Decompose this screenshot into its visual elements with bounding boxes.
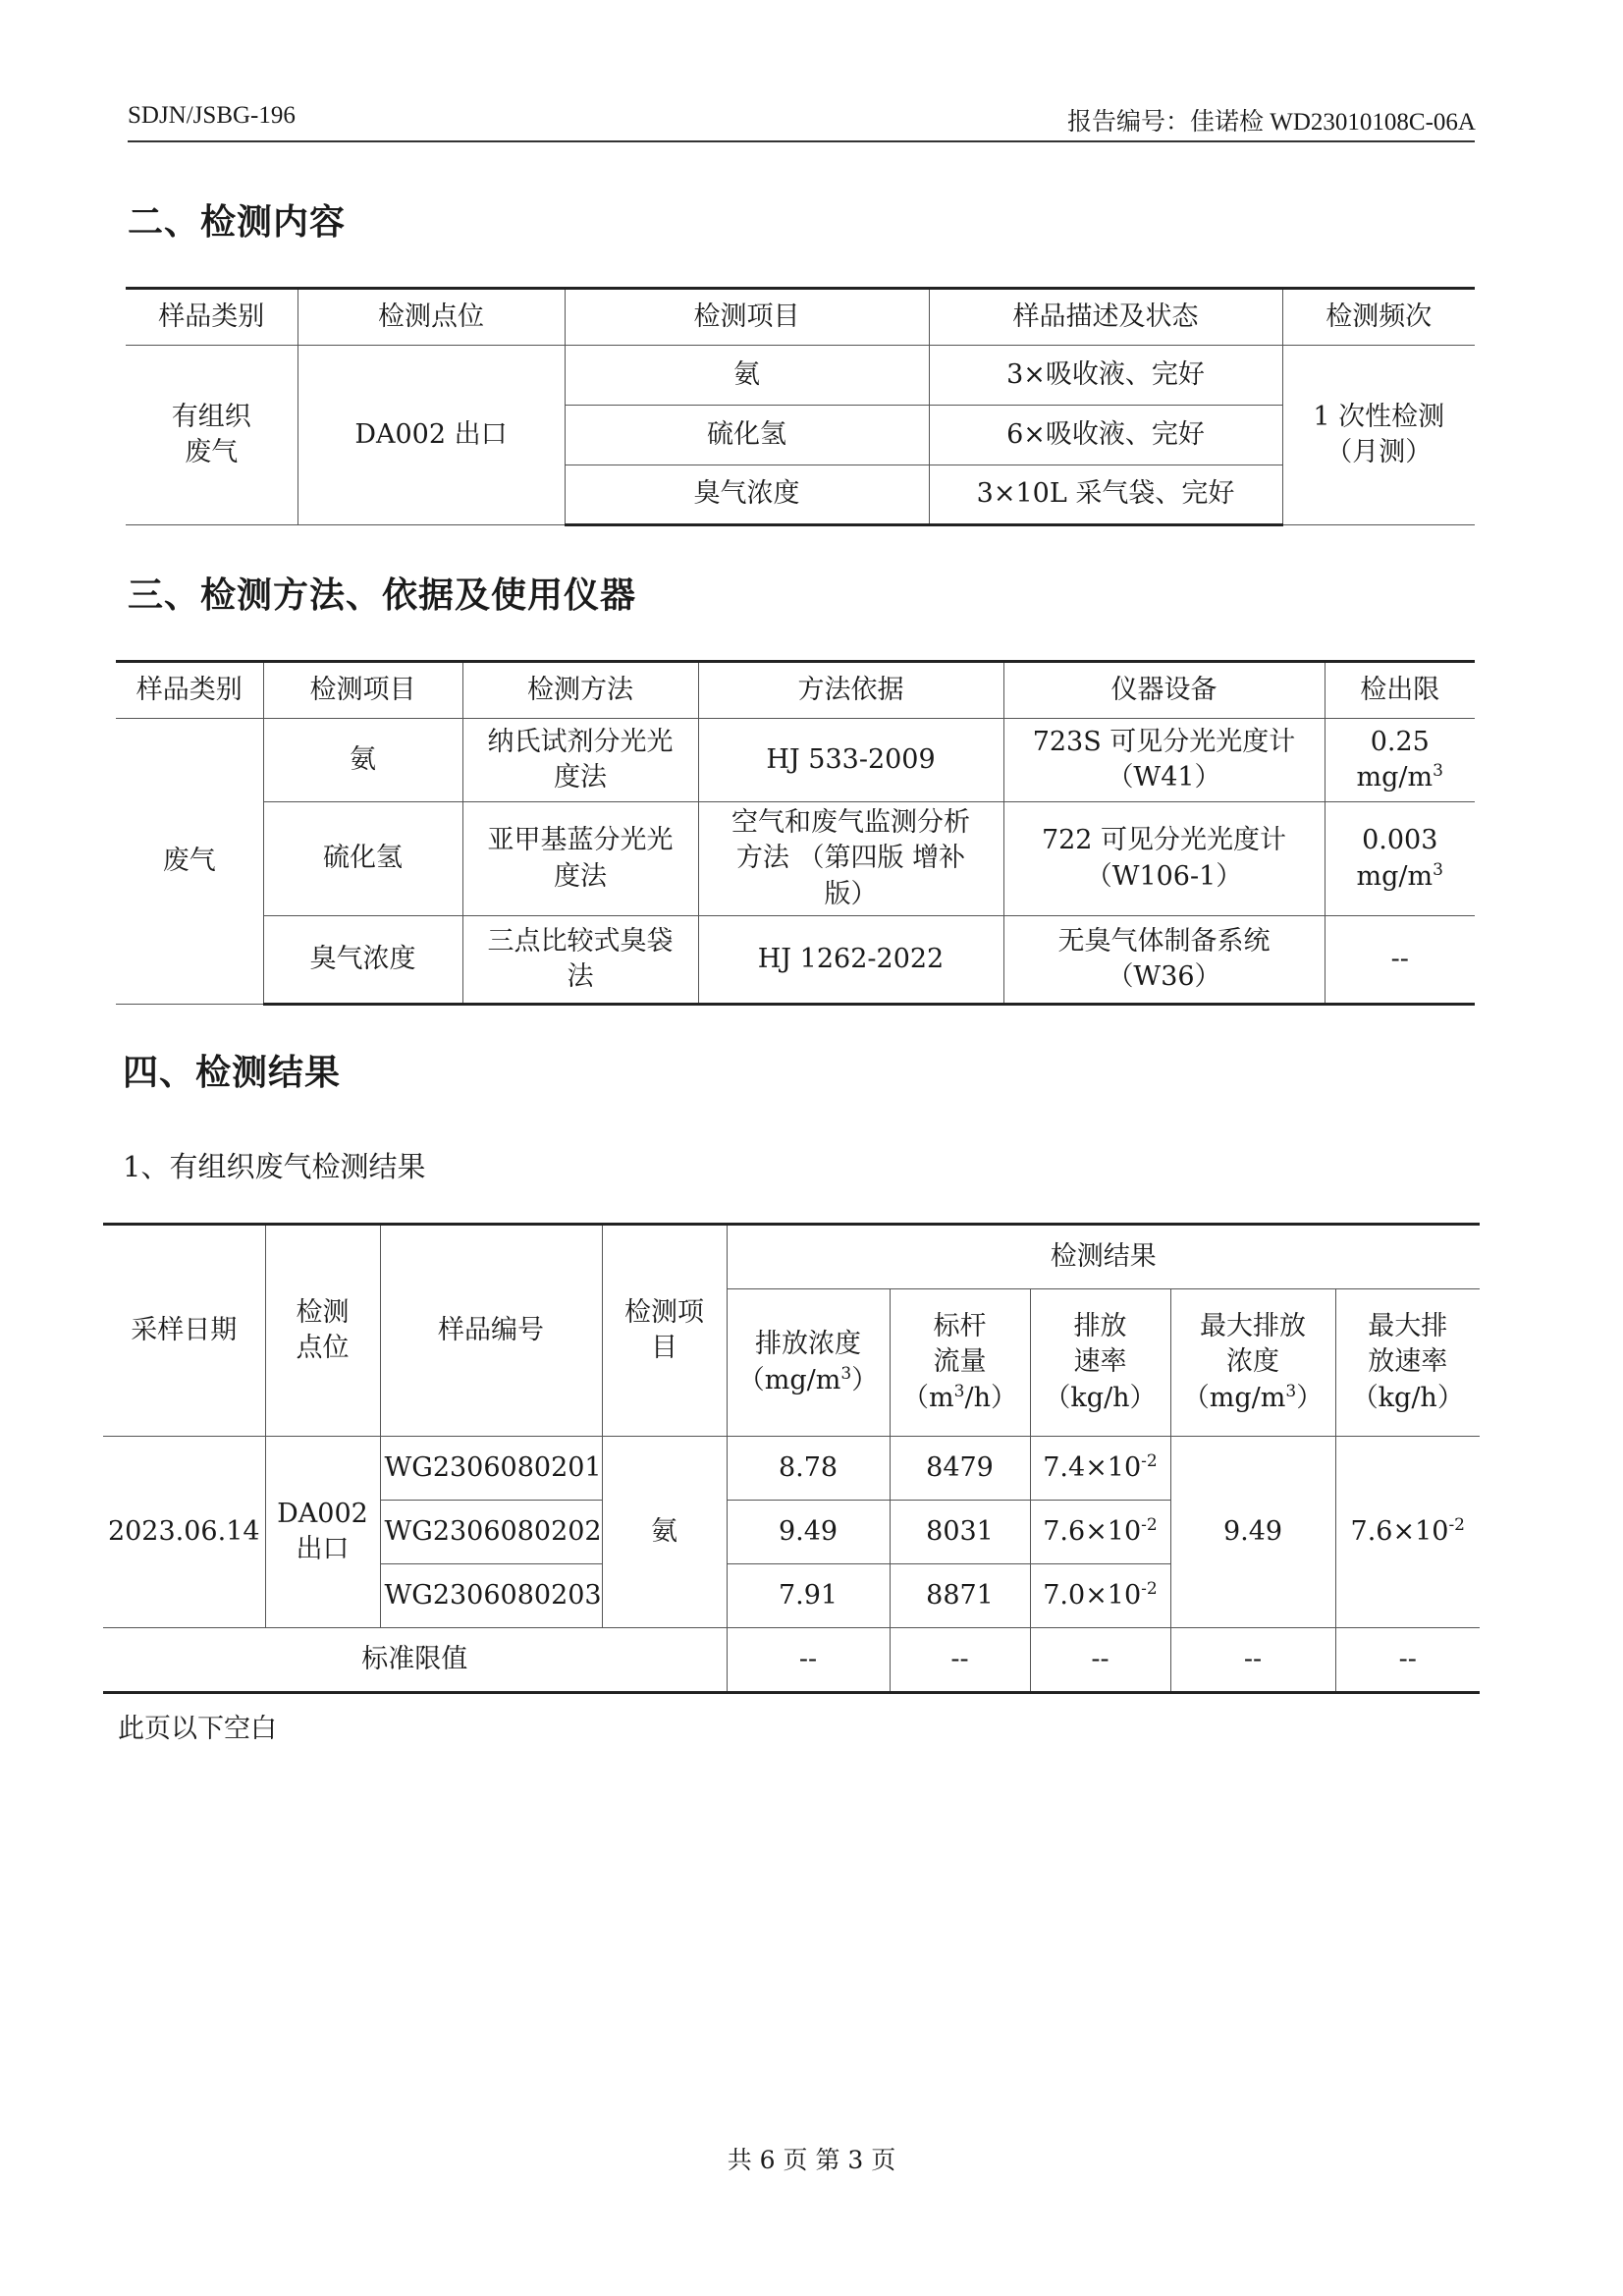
th-category: 样品类别 [116,662,263,719]
th-max-conc: 最大排放 浓度 $(mg/m^3)$ [1170,1289,1335,1437]
category-cell: 有组织 废气 [126,346,298,525]
table-row [116,719,1475,802]
item-cell: 硫化氢 [565,406,929,465]
results-table [103,1223,1480,1694]
th-results: 检测结果 [727,1225,1480,1289]
conc-cell: 8.78 [727,1437,890,1501]
th-item: 检测项 目 [602,1225,727,1437]
th-freq: 检测频次 [1282,289,1475,346]
detection-content-table [126,287,1475,526]
item-cell: 氨 [565,346,929,406]
method-cell: 纳氏试剂分光光 度法 [462,719,698,802]
limit-cell: 0.003 $mg/m^3$ [1325,802,1475,916]
th-item: 检测项目 [263,662,462,719]
th-rate: 排放 速率 （kg/h） [1030,1289,1170,1437]
standard-limit-row [103,1628,1480,1693]
std-label-cell: 标准限值 [103,1628,727,1693]
basis-cell: HJ 533-2009 [698,719,1003,802]
basis-cell: HJ 1262-2022 [698,916,1003,1005]
item-cell: 硫化氢 [263,802,462,916]
std-cell: -- [890,1628,1030,1693]
th-date: 采样日期 [103,1225,265,1437]
desc-cell: 3×吸收液、完好 [929,346,1282,406]
method-cell: 三点比较式臭袋 法 [462,916,698,1005]
category-cell: 废气 [116,719,263,1005]
page-number: 共 6 页 第 3 页 [727,2146,896,2174]
method-cell: 亚甲基蓝分光光 度法 [462,802,698,916]
doc-code: SDJN/JSBG-196 [128,102,296,129]
sample-cell: WG2306080201 [380,1437,602,1501]
max-rate-cell: $7.6\times 10^{-2}$ [1335,1437,1480,1628]
flow-cell: 8031 [890,1501,1030,1564]
max-conc-cell: 9.49 [1170,1437,1335,1628]
rate-cell: $7.0\times 10^{-2}$ [1030,1564,1170,1628]
th-category: 样品类别 [126,289,298,346]
point-cell: DA002 出口 [265,1437,380,1628]
instrument-cell: 722 可见分光光度计 （W106-1） [1003,802,1325,916]
freq-cell: 1 次性检测 （月测） [1282,346,1475,525]
header-rule [128,140,1475,142]
limit-cell: 0.25 $mg/m^3$ [1325,719,1475,802]
th-basis: 方法依据 [698,662,1003,719]
conc-cell: 9.49 [727,1501,890,1564]
basis-cell: 空气和废气监测分析 方法 （第四版 增补 版） [698,802,1003,916]
flow-cell: 8871 [890,1564,1030,1628]
th-point: 检测点位 [298,289,565,346]
std-cell: -- [727,1628,890,1693]
section4-subtitle: 1、有组织废气检测结果 [123,1150,426,1183]
rate-cell: $7.6\times 10^{-2}$ [1030,1501,1170,1564]
th-desc: 样品描述及状态 [929,289,1282,346]
th-instrument: 仪器设备 [1003,662,1325,719]
flow-cell: 8479 [890,1437,1030,1501]
table-row [103,1437,1480,1501]
std-cell: -- [1030,1628,1170,1693]
item-cell: 氨 [602,1437,727,1628]
instrument-cell: 723S 可见分光光度计 （W41） [1003,719,1325,802]
date-cell: 2023.06.14 [103,1437,265,1628]
th-sample: 样品编号 [380,1225,602,1437]
th-conc: 排放浓度 $(mg/m^3)$ [727,1289,890,1437]
method-table [116,660,1475,1006]
section3-title: 三、检测方法、依据及使用仪器 [128,575,637,616]
std-cell: -- [1335,1628,1480,1693]
table-header-row [103,1225,1480,1289]
rate-cell: $7.4\times 10^{-2}$ [1030,1437,1170,1501]
th-limit: 检出限 [1325,662,1475,719]
th-point: 检测 点位 [265,1225,380,1437]
th-item: 检测项目 [565,289,929,346]
std-cell: -- [1170,1628,1335,1693]
sample-cell: WG2306080203 [380,1564,602,1628]
section2-title: 二、检测内容 [128,202,347,243]
section4-title: 四、检测结果 [123,1053,342,1093]
sample-cell: WG2306080202 [380,1501,602,1564]
desc-cell: 6×吸收液、完好 [929,406,1282,465]
table-header-row [116,662,1475,719]
desc-cell: 3×10L 采气袋、完好 [929,465,1282,525]
conc-cell: 7.91 [727,1564,890,1628]
table-row [116,802,1475,916]
report-number: 报告编号：佳诺检 WD23010108C-06A [1067,109,1476,136]
th-flow: 标杆 流量 $(m^3/h)$ [890,1289,1030,1437]
table-row [126,346,1475,406]
instrument-cell: 无臭气体制备系统 （W36） [1003,916,1325,1005]
limit-cell: -- [1325,916,1475,1005]
th-max-rate: 最大排 放速率 （kg/h） [1335,1289,1480,1437]
point-cell: DA002 出口 [298,346,565,525]
table-header-row [126,289,1475,346]
item-cell: 臭气浓度 [263,916,462,1005]
th-method: 检测方法 [462,662,698,719]
item-cell: 臭气浓度 [565,465,929,525]
item-cell: 氨 [263,719,462,802]
table-row [116,916,1475,1005]
blank-note: 此页以下空白 [118,1714,277,1744]
